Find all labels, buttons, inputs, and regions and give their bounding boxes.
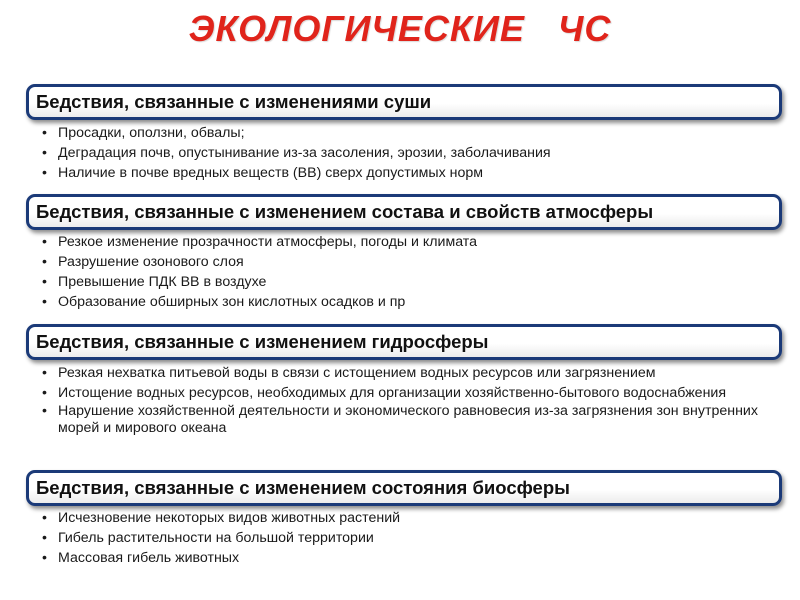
section-hydrosphere-disasters bbox=[26, 324, 786, 438]
list-item: • Наличие в почве вредных веществ (ВВ) сверх допустимых норм bbox=[32, 165, 786, 182]
bullet-list bbox=[26, 234, 786, 311]
section-header-biosphere bbox=[26, 470, 782, 506]
section-header-label: Бедствия, связанные с изменением гидросферы bbox=[36, 331, 489, 352]
bullet-list bbox=[26, 125, 786, 182]
section-header-atmosphere bbox=[26, 194, 782, 230]
section-header-label: Бедствия, связанные с изменением состояния биосферы bbox=[36, 477, 570, 498]
list-item: • Разрушение озонового слоя bbox=[32, 254, 786, 271]
list-item: • Массовая гибель животных bbox=[32, 550, 786, 567]
list-item: • Образование обширных зон кислотных осадков и пр bbox=[32, 294, 786, 311]
section-header-hydrosphere bbox=[26, 324, 782, 360]
list-item: • Просадки, оползни, обвалы; bbox=[32, 125, 786, 142]
list-item: • Резкая нехватка питьевой воды в связи с истощением водных ресурсов или загрязнением bbox=[32, 365, 786, 382]
list-item: • Деградация почв, опустынивание из-за засоления, эрозии, заболачивания bbox=[32, 145, 786, 162]
section-header-land bbox=[26, 84, 782, 120]
list-item: • Нарушение хозяйственной деятельности и экономического равновесия из-за загрязнения зон внутренних морей и мирового океана bbox=[32, 403, 786, 437]
list-item: • Гибель растительности на большой территории bbox=[32, 530, 786, 547]
list-item: • Исчезновение некоторых видов животных растений bbox=[32, 510, 786, 527]
page-title: ЭКОЛОГИЧЕСКИЕ ЧС bbox=[188, 8, 612, 49]
bullet-list bbox=[26, 365, 786, 437]
bullet-list bbox=[26, 510, 786, 567]
section-atmosphere-disasters bbox=[26, 194, 786, 314]
list-item: • Резкое изменение прозрачности атмосферы, погоды и климата bbox=[32, 234, 786, 251]
section-biosphere-disasters bbox=[26, 470, 786, 570]
section-header-label: Бедствия, связанные с изменением состава и свойств атмосферы bbox=[36, 201, 654, 222]
list-item: • Истощение водных ресурсов, необходимых для организации хозяйственно-бытового водоснабжения bbox=[32, 385, 786, 402]
list-item: • Превышение ПДК ВВ в воздухе bbox=[32, 274, 786, 291]
section-header-label: Бедствия, связанные с изменениями суши bbox=[36, 91, 432, 112]
section-land-disasters bbox=[26, 84, 786, 185]
